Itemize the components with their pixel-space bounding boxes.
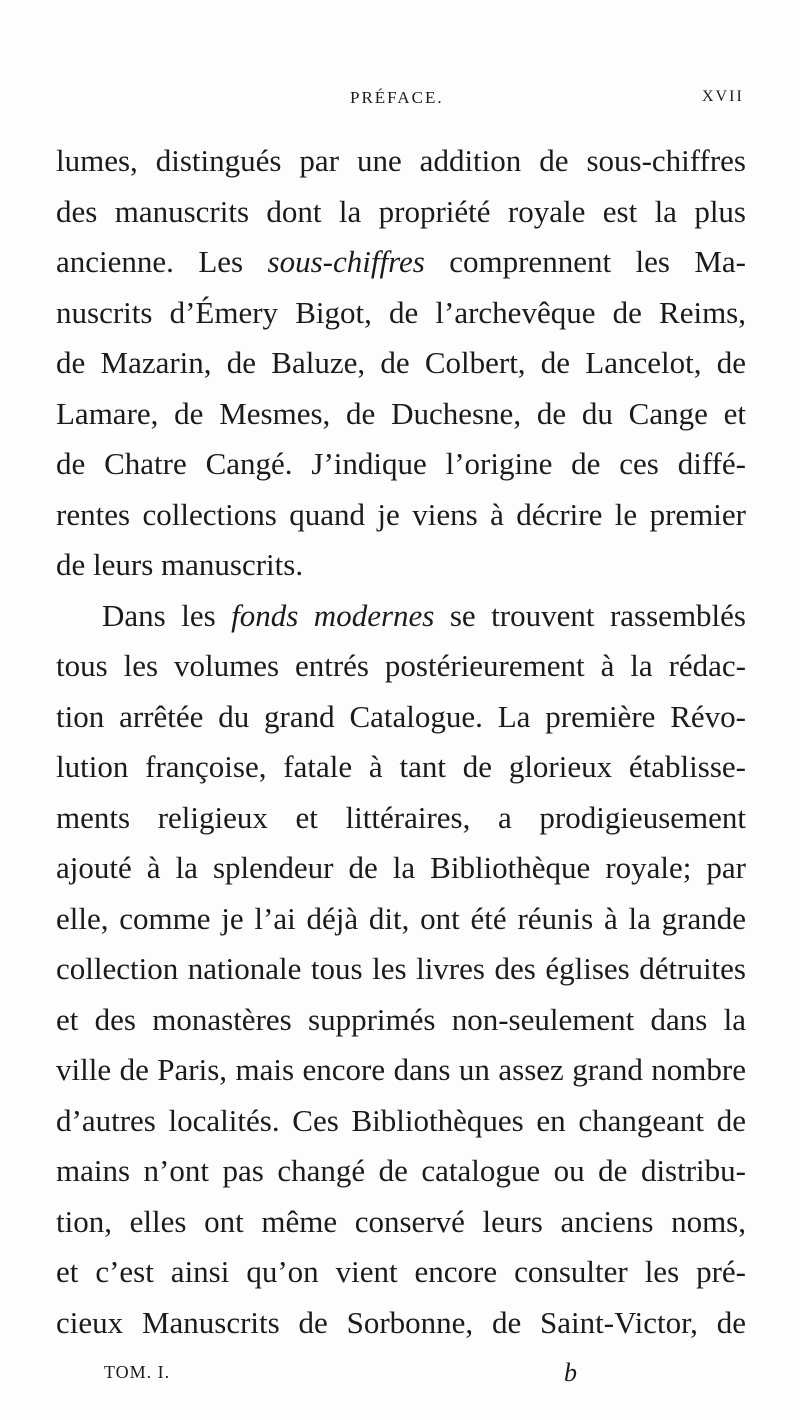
volume-mark: TOM. I. (104, 1362, 171, 1382)
text-line: ajouté à la splendeur de la Bibliothèque royale; par (56, 850, 746, 885)
text-run: Dans les (102, 597, 232, 633)
text-run: se trouvent rassemblés (434, 597, 746, 633)
text-line: et des monastères supprimés non-seulement dans la (56, 1001, 746, 1037)
text-line: lumes, distingués par une addition de sous-chiffres (56, 143, 746, 178)
text-line: elle, comme je l’ai déjà dit, ont été réunis à la grande (56, 900, 746, 936)
text-run: comprennent les Ma- (424, 244, 746, 279)
page-footer (0, 1358, 800, 1392)
text-line: de Chatre Cangé. J’indique l’origine de ces diffé- (56, 446, 746, 481)
signature-mark: b (564, 1358, 577, 1387)
italic-term: sous-chiffres (267, 244, 425, 279)
text-line: et c’est ainsi qu’on vient encore consulter les pré- (56, 1254, 746, 1289)
text-line: mains n’ont pas changé de catalogue ou de distribu- (56, 1153, 746, 1188)
text-line: ments religieux et littéraires, a prodigieusement (56, 799, 746, 835)
text-line: d’autres localités. Ces Bibliothèques en changeant de (56, 1102, 746, 1138)
running-title: PRÉFACE. (350, 88, 444, 107)
text-line: de Mazarin, de Baluze, de Colbert, de Lancelot, de (56, 345, 746, 380)
page-number: XVII (702, 88, 744, 105)
text-line: ville de Paris, mais encore dans un assez grand nombre (56, 1052, 746, 1087)
text-run: ancienne. Les (56, 244, 268, 279)
text-line: tion, elles ont même conservé leurs anciens noms, (56, 1203, 746, 1239)
italic-term: fonds modernes (231, 597, 435, 633)
text-line: nuscrits d’Émery Bigot, de l’archevêque de Reims, (56, 294, 746, 330)
body-text (56, 136, 746, 1348)
text-line: de leurs manuscrits. (56, 547, 304, 582)
text-line (56, 591, 746, 642)
text-line: rentes collections quand je viens à décrire le premier (56, 496, 746, 532)
text-line: des manuscrits dont la propriété royale est la plus (56, 193, 746, 229)
running-head (0, 88, 800, 112)
text-line: lution françoise, fatale à tant de glorieux établisse- (56, 749, 746, 784)
text-line: tous les volumes entrés postérieurement à la rédac- (56, 648, 746, 683)
text-line: tion arrêtée du grand Catalogue. La première Révo- (56, 698, 746, 734)
text-line: Lamare, de Mesmes, de Duchesne, de du Cange et (56, 395, 746, 431)
text-line (56, 237, 746, 288)
text-line: cieux Manuscrits de Sorbonne, de Saint-Victor, de (56, 1304, 746, 1340)
text-line: collection nationale tous les livres des églises détruites (56, 951, 746, 986)
